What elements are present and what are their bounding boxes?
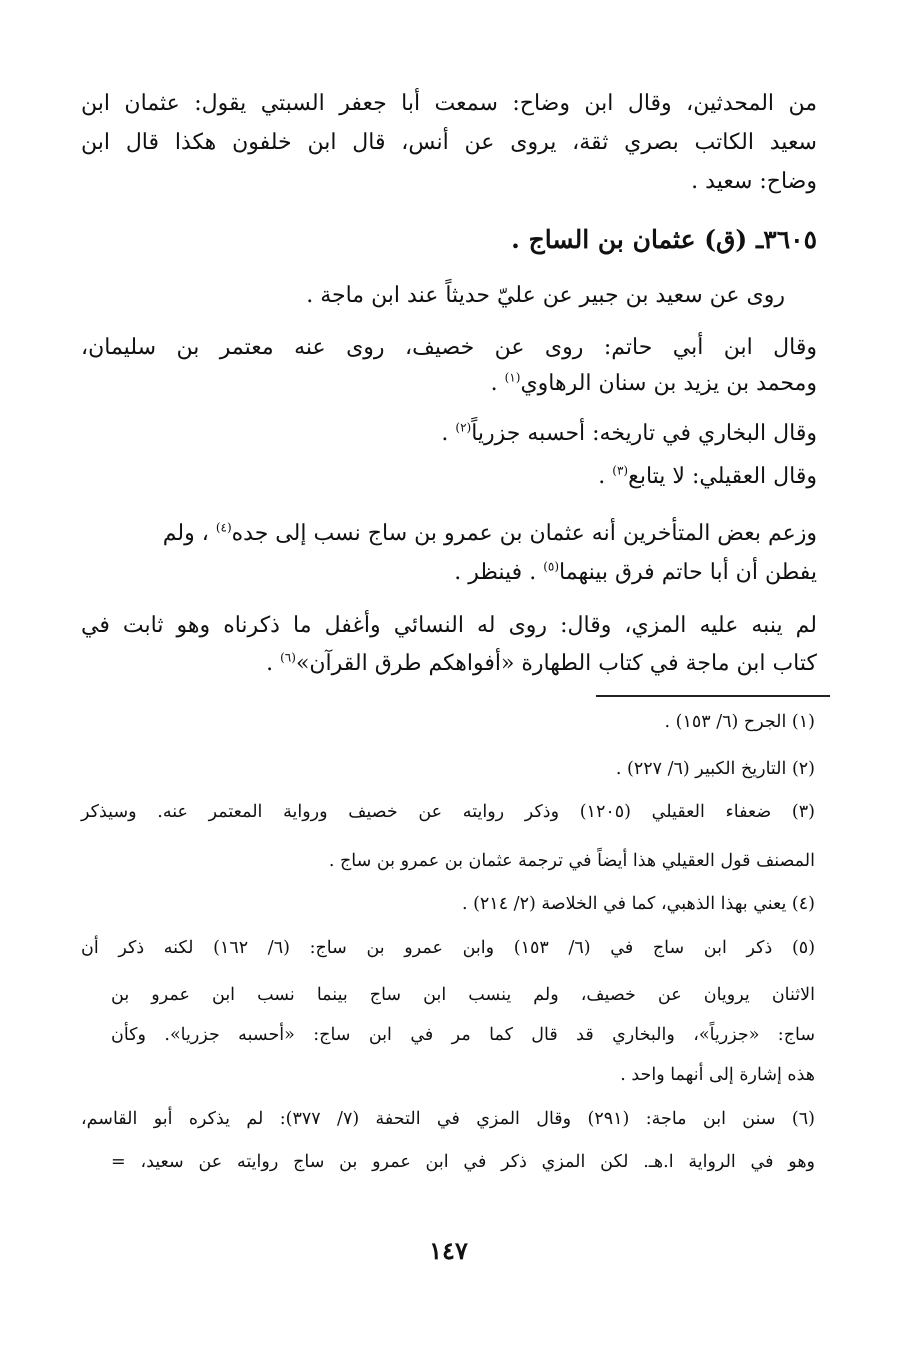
footnote-5-line-1: (٥) ذكر ابن ساج في (٦/ ١٥٣) وابن عمرو بن ساج: (٦/ ١٦٢) لكنه ذكر أن [81, 938, 816, 958]
entry-line-3 [81, 368, 817, 400]
footnote-marker-1: (١) [504, 370, 521, 385]
footnote-3-line-2: المصنف قول العقيلي هذا أيضاً في ترجمة عثمان بن عمرو بن ساج . [328, 851, 815, 871]
footnote-marker-5: (٥) [543, 559, 560, 574]
footnote-1: (١) الجرح (٦/ ١٥٣) . [664, 712, 815, 732]
entry-line-6 [81, 518, 817, 550]
footnote-marker-6: (٦) [280, 650, 296, 665]
body-line-2: سعيد الكاتب بصري ثقة، يروى عن أنس، قال ابن خلفون هكذا قال ابن [81, 130, 817, 155]
entry-line-8: لم ينبه عليه المزي، وقال: روى له النسائي وأغفل ما ذكرناه وهو ثابت في [81, 613, 817, 638]
entry-line-3-dot: . [490, 371, 498, 396]
body-line-1: من المحدثين، وقال ابن وضاح: سمعت أبا جعفر السبتي يقول: عثمان ابن [81, 91, 817, 116]
footnote-5-line-2: الاثنان يرويان عن خصيف، ولم ينسب ابن ساج بينما نسب ابن عمرو بن [111, 985, 815, 1005]
entry-line-1: روى عن سعيد بن جبير عن عليّ حديثاً عند ابن ماجة . [306, 283, 785, 308]
page-number: ١٤٧ [429, 1236, 468, 1265]
entry-line-9-text: كتاب ابن ماجة في كتاب الطهارة «أفواهكم طرق القرآن» [295, 651, 817, 676]
entry-line-5 [81, 461, 817, 493]
footnote-separator [596, 695, 830, 697]
entry-line-6-tail: ، ولم [162, 521, 209, 546]
footnote-6-line-2: وهو في الرواية ا.هـ. لكن المزي ذكر في ابن عمرو بن ساج روايته عن سعيد، = [111, 1152, 815, 1172]
body-line-3: وضاح: سعيد . [691, 169, 817, 194]
entry-line-9 [81, 648, 817, 680]
footnote-marker-3: (٣) [612, 463, 629, 478]
entry-line-7-tail: . فينظر . [454, 560, 537, 585]
entry-line-5-text: وقال العقيلي: لا يتابع [628, 464, 817, 489]
footnote-5-line-4: هذه إشارة إلى أنهما واحد . [620, 1065, 815, 1085]
entry-line-7 [81, 557, 817, 589]
entry-line-2: وقال ابن أبي حاتم: روى عن خصيف، روى عنه معتمر بن سليمان، [81, 335, 817, 360]
entry-line-5-dot: . [598, 464, 606, 489]
entry-line-3-text: ومحمد بن يزيد بن سنان الرهاوي [520, 371, 817, 396]
entry-line-9-dot: . [266, 651, 274, 676]
entry-line-4-text: وقال البخاري في تاريخه: أحسبه جزرياً [471, 421, 817, 446]
entry-line-4 [81, 418, 817, 450]
footnote-5-line-3: ساج: «جزرياً»، والبخاري قد قال كما مر في ابن ساج: «أحسبه جزريا». وكأن [111, 1025, 815, 1045]
entry-line-7-text: يفطن أن أبا حاتم فرق بينهما [559, 560, 817, 585]
entry-line-6-text: وزعم بعض المتأخرين أنه عثمان بن عمرو بن ساج نسب إلى جده [231, 521, 817, 546]
footnote-marker-2: (٢) [455, 420, 472, 435]
footnote-4: (٤) يعني بهذا الذهبي، كما في الخلاصة (٢/ ٢١٤) . [461, 894, 815, 914]
entry-heading: ٣٦٠٥ـ (ق) عثمان بن الساج . [511, 225, 817, 254]
footnote-3-line-1: (٣) ضعفاء العقيلي (١٢٠٥) وذكر روايته عن خصيف ورواية المعتمر عنه. وسيذكر [81, 802, 815, 822]
footnote-6-line-1: (٦) سنن ابن ماجة: (٢٩١) وقال المزي في التحفة (٧/ ٣٧٧): لم يذكره أبو القاسم، [81, 1109, 815, 1129]
footnote-2: (٢) التاريخ الكبير (٦/ ٢٢٧) . [615, 759, 815, 779]
entry-line-4-dot: . [441, 421, 449, 446]
footnote-marker-4: (٤) [215, 520, 232, 535]
